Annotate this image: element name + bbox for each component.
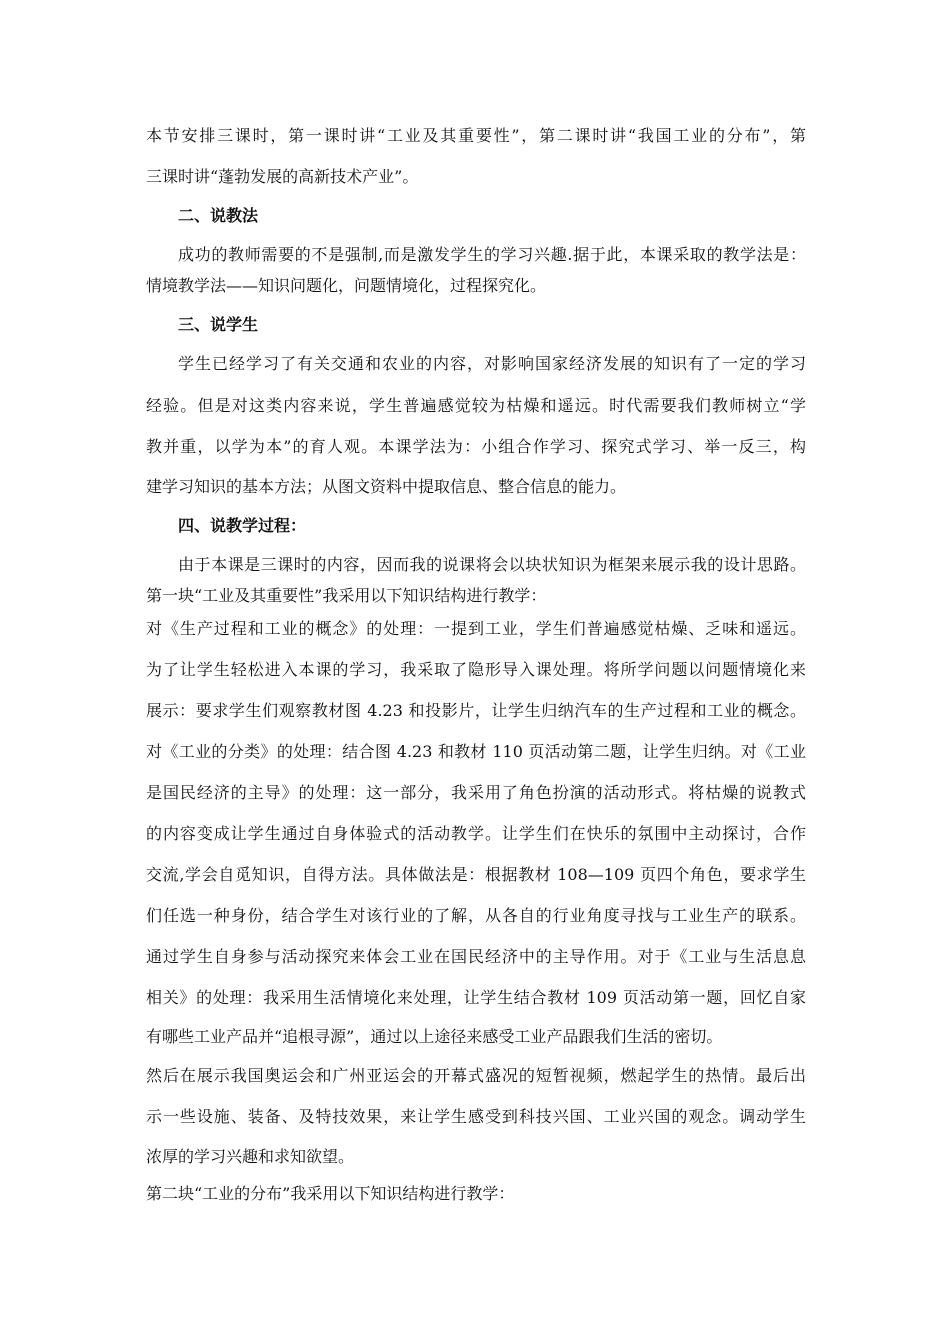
text-line: 学生已经学习了有关交通和农业的内容，对影响国家经济发展的知识有了一定的学习	[178, 354, 806, 373]
text-line: 成功的教师需要的不是强制,而是激发学生的学习兴趣.据于此，本课采取的教学法是：	[178, 245, 806, 264]
text-line: 相关》的处理：我采用生活情境化来处理，让学生结合教材 109 页活动第一题，回忆自家	[146, 988, 806, 1007]
section-heading: 四、说教学过程：	[178, 516, 307, 535]
text-line: 对《生产过程和工业的概念》的处理：一提到工业，学生们普遍感觉枯燥、乏味和遥远。	[146, 619, 806, 638]
text-line: 有哪些工业产品并“追根寻源”，通过以上途径来感受工业产品跟我们生活的密切。	[146, 1027, 723, 1046]
section-heading: 二、说教法	[178, 206, 259, 225]
text-line: 浓厚的学习兴趣和求知欲望。	[146, 1147, 355, 1166]
text-line: 经验。但是对这类内容来说，学生普遍感觉较为枯燥和遥远。时代需要我们教师树立“学	[146, 396, 806, 415]
text-line: 示一些设施、装备、及特技效果，来让学生感受到科技兴国、工业兴国的观念。调动学生	[146, 1107, 806, 1126]
text-line: 教并重，以学为本”的育人观。本课学法为：小组合作学习、探究式学习、举一反三，构	[146, 437, 806, 456]
text-line: 对《工业的分类》的处理：结合图 4.23 和教材 110 页活动第二题，让学生归纳。对《工业	[146, 742, 806, 761]
section-heading: 三、说学生	[178, 315, 259, 334]
text-line: 是国民经济的主导》的处理：这一部分，我采用了角色扮演的活动形式。将枯燥的说教式	[146, 783, 806, 802]
text-line: 第一块“工业及其重要性”我采用以下知识结构进行教学：	[146, 586, 547, 605]
text-line: 们任选一种身份，结合学生对该行业的了解，从各自的行业角度寻找与工业生产的联系。	[146, 906, 806, 925]
text-line: 通过学生自身参与活动探究来体会工业在国民经济中的主导作用。对于《工业与生活息息	[146, 947, 806, 966]
text-line: 展示：要求学生们观察教材图 4.23 和投影片，让学生归纳汽车的生产过程和工业的概念。	[146, 701, 806, 720]
text-line: 然后在展示我国奥运会和广州亚运会的开幕式盛况的短暂视频，燃起学生的热情。最后出	[146, 1066, 806, 1085]
text-line: 三课时讲“蓬勃发展的高新技术产业”。	[146, 167, 419, 186]
text-line: 为了让学生轻松进入本课的学习，我采取了隐形导入课处理。将所学问题以问题情境化来	[146, 660, 806, 679]
text-line: 由于本课是三课时的内容，因而我的说课将会以块状知识为框架来展示我的设计思路。	[178, 555, 806, 574]
text-line: 的内容变成让学生通过自身体验式的活动教学。让学生们在快乐的氛围中主动探讨，合作	[146, 824, 806, 843]
text-line: 交流,学会自觅知识，自得方法。具体做法是：根据教材 108—109 页四个角色，要求学生	[146, 865, 806, 884]
text-line: 情境教学法——知识问题化，问题情境化，过程探究化。	[146, 276, 547, 295]
text-line: 建学习知识的基本方法；从图文资料中提取信息、整合信息的能力。	[146, 477, 627, 496]
text-line: 第二块“工业的分布”我采用以下知识结构进行教学：	[146, 1184, 515, 1203]
text-line: 本节安排三课时，第一课时讲“工业及其重要性”，第二课时讲“我国工业的分布”，第	[146, 126, 806, 145]
